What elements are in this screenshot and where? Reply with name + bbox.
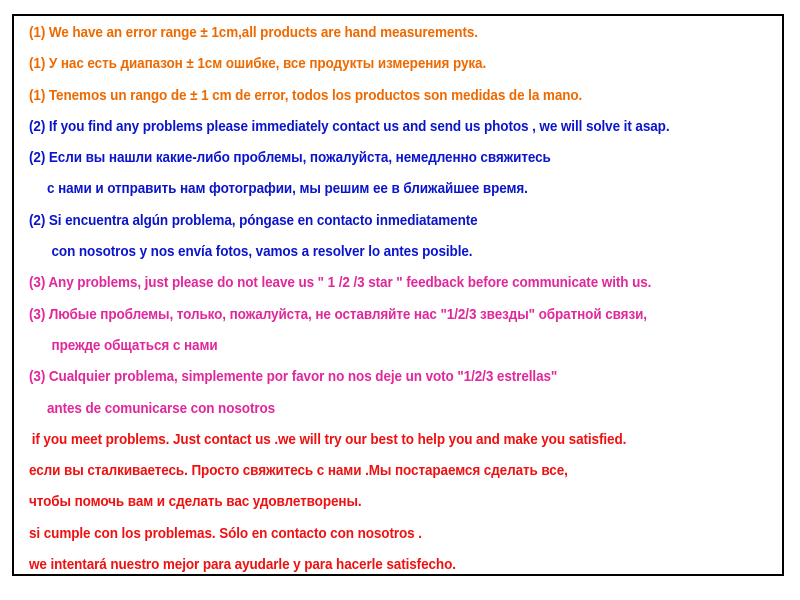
note-1-spanish: (1) Tenemos un rango de ± 1 cm de error, todos los productos son medidas de la mano.	[29, 86, 583, 104]
note-2-english: (2) If you find any problems please immediately contact us and send us photos , we will solve it asap.	[29, 117, 670, 135]
note-2-spanish-continued: con nosotros y nos envía fotos, vamos a resolver lo antes posible.	[51, 243, 473, 261]
note-1-russian: (1) У нас есть диапазон ± 1см ошибке, все продукты измерения рука.	[29, 55, 487, 73]
note-3-spanish: (3) Cualquier problema, simplemente por favor no nos deje un voto "1/2/3 estrellas"	[29, 368, 558, 386]
note-3-english: (3) Any problems, just please do not leave us " 1 /2 /3 star " feedback before communicate with us.	[29, 274, 652, 292]
note-2-russian: (2) Если вы нашли какие-либо проблемы, пожалуйста, немедленно свяжитесь	[29, 149, 551, 167]
note-1-english: (1) We have an error range ± 1cm,all products are hand measurements.	[29, 24, 478, 41]
note-2-russian-continued: с нами и отправить нам фотографии, мы решим ее в ближайшее время.	[47, 180, 528, 198]
closing-spanish: si cumple con los problemas. Sólo en contacto con nosotros .	[29, 524, 422, 542]
note-3-spanish-continued: antes de comunicarse con nosotros	[47, 399, 276, 417]
closing-english: if you meet problems. Just contact us .we will try our best to help you and make you satisfied.	[31, 430, 627, 448]
closing-russian-continued: чтобы помочь вам и сделать вас удовлетворены.	[29, 493, 362, 511]
note-3-russian: (3) Любые проблемы, только, пожалуйста, не оставляйте нас "1/2/3 звезды" обратной связи,	[29, 305, 647, 323]
note-2-spanish: (2) Si encuentra algún problema, póngase en contacto inmediatamente	[29, 211, 478, 229]
closing-spanish-continued: we intentará nuestro mejor para ayudarle y para hacerle satisfecho.	[29, 556, 456, 574]
closing-russian: если вы сталкиваетесь. Просто свяжитесь с нами .Мы постараемся сделать все,	[29, 462, 568, 480]
note-3-russian-continued: прежде общаться с нами	[51, 336, 218, 354]
notice-text-block	[29, 20, 779, 583]
